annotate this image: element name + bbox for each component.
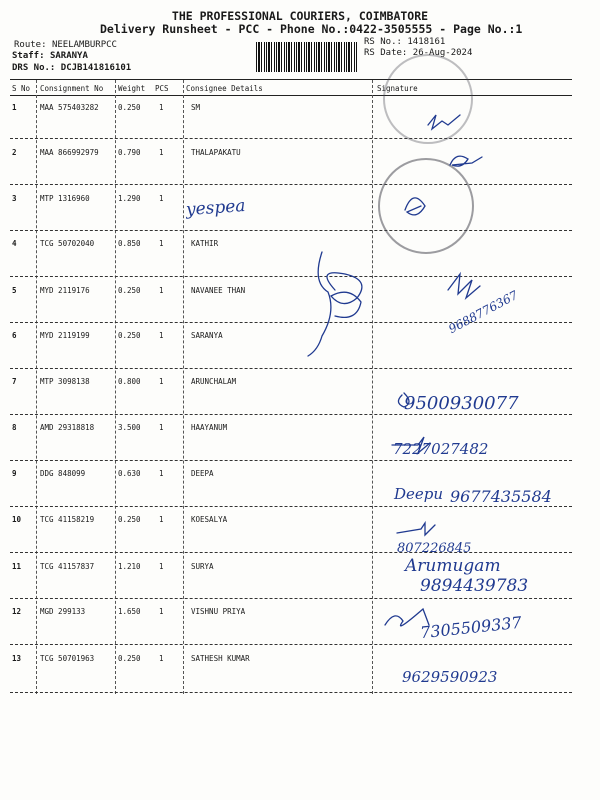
staff-value: SARANYA xyxy=(49,51,88,61)
row-consignment: MGD 299133 xyxy=(40,607,86,616)
rs-no-value: 1418161 xyxy=(407,37,446,47)
handwritten-name-row11: Arumugam xyxy=(405,556,501,576)
row-sno: 7 xyxy=(12,377,17,386)
runsheet-title: Delivery Runsheet - PCC - Phone No.:0422-3505555 - Page No.:1 xyxy=(100,22,523,36)
row-consignment: MTP 1316960 xyxy=(40,194,90,203)
row-sno: 3 xyxy=(12,194,17,203)
row-consignee: ARUNCHALAM xyxy=(191,377,237,386)
rs-date-value: 26-Aug-2024 xyxy=(412,48,473,58)
row-consignee: HAAYANUM xyxy=(191,423,228,432)
row-weight: 1.650 xyxy=(118,607,141,616)
row-pcs: 1 xyxy=(159,103,164,112)
row-pcs: 1 xyxy=(159,515,164,524)
row-pcs: 1 xyxy=(159,286,164,295)
company-title: THE PROFESSIONAL COURIERS, COIMBATORE xyxy=(171,9,429,23)
row-weight: 3.500 xyxy=(118,423,141,432)
row-pcs: 1 xyxy=(159,331,164,340)
row-consignee: KATHIR xyxy=(191,239,219,248)
col-header-signature: Signature xyxy=(377,84,418,93)
row-consignment: TCG 50701963 xyxy=(40,654,95,663)
row-consignment: TCG 41157837 xyxy=(40,562,95,571)
row-sno: 9 xyxy=(12,469,17,478)
row-pcs: 1 xyxy=(159,654,164,663)
col-header-pcs: PCS xyxy=(155,84,169,93)
row-pcs: 1 xyxy=(159,423,164,432)
row-consignment: TCG 41158219 xyxy=(40,515,95,524)
col-header-sno: S No xyxy=(12,84,31,93)
signature-row10 xyxy=(397,523,435,535)
staff-label: Staff: xyxy=(12,51,45,61)
row-weight: 0.250 xyxy=(118,515,141,524)
row-consignee: DEEPA xyxy=(191,469,214,478)
row-consignee: THALAPAKATU xyxy=(191,148,241,157)
row-weight: 0.250 xyxy=(118,286,141,295)
col-header-consignment: Consignment No xyxy=(40,84,104,93)
handwritten-phone-row10: 807226845 xyxy=(397,541,472,556)
row-consignment: MYD 2119176 xyxy=(40,286,90,295)
route-label: Route: xyxy=(14,40,47,50)
signature-row2 xyxy=(450,156,482,166)
row-weight: 0.250 xyxy=(118,654,141,663)
row-consignee: SARANYA xyxy=(191,331,223,340)
row-sno: 13 xyxy=(12,654,22,663)
row-consignment: DDG 848099 xyxy=(40,469,86,478)
row-pcs: 1 xyxy=(159,607,164,616)
row-sno: 8 xyxy=(12,423,17,432)
row-sno: 6 xyxy=(12,331,17,340)
signature-row5b xyxy=(448,274,480,298)
handwritten-name-row3: yespea xyxy=(185,195,247,221)
row-pcs: 1 xyxy=(159,194,164,203)
row-consignee: KOESALYA xyxy=(191,515,228,524)
handwritten-phone-row7: 9500930077 xyxy=(404,393,519,414)
row-sno: 4 xyxy=(12,239,17,248)
route-value: NEELAMBURPCC xyxy=(51,40,117,50)
row-pcs: 1 xyxy=(159,377,164,386)
row-consignee: VISHNU PRIYA xyxy=(191,607,246,616)
col-header-weight: Weight xyxy=(118,84,146,93)
drs-label: DRS No.: xyxy=(12,63,56,73)
handwritten-phone-row12: 7305509337 xyxy=(419,612,523,643)
row-weight: 0.790 xyxy=(118,148,141,157)
row-consignment: MYD 2119199 xyxy=(40,331,90,340)
row-consignment: MTP 3098138 xyxy=(40,377,90,386)
row-consignee: NAVANEE THAN xyxy=(191,286,246,295)
row-weight: 0.250 xyxy=(118,331,141,340)
row-weight: 1.210 xyxy=(118,562,141,571)
handwritten-phone-row11: 9894439783 xyxy=(420,576,529,596)
handwritten-phone-row9: 9677435584 xyxy=(450,487,552,506)
drs-value: DCJB141816101 xyxy=(60,63,132,73)
row-sno: 12 xyxy=(12,607,22,616)
handwritten-phone-row8: 7227027482 xyxy=(393,440,489,458)
signature-row3 xyxy=(405,198,425,215)
rs-no-label: RS No.: xyxy=(364,37,402,47)
row-pcs: 1 xyxy=(159,148,164,157)
row-pcs: 1 xyxy=(159,469,164,478)
handwritten-phone-row13: 9629590923 xyxy=(402,668,498,686)
row-sno: 2 xyxy=(12,148,17,157)
row-consignment: MAA 866992979 xyxy=(40,148,99,157)
row-sno: 1 xyxy=(12,103,17,112)
row-consignee: SM xyxy=(191,103,201,112)
signature-row5 xyxy=(327,273,362,318)
row-consignee: SATHESH KUMAR xyxy=(191,654,250,663)
row-weight: 0.250 xyxy=(118,103,141,112)
row-sno: 10 xyxy=(12,515,22,524)
row-weight: 0.630 xyxy=(118,469,141,478)
row-pcs: 1 xyxy=(159,239,164,248)
row-weight: 0.850 xyxy=(118,239,141,248)
row-consignment: TCG 50702040 xyxy=(40,239,95,248)
row-weight: 0.800 xyxy=(118,377,141,386)
row-weight: 1.290 xyxy=(118,194,141,203)
col-header-consignee: Consignee Details xyxy=(186,84,263,93)
row-consignment: MAA 575403282 xyxy=(40,103,99,112)
row-sno: 5 xyxy=(12,286,17,295)
row-pcs: 1 xyxy=(159,562,164,571)
handwritten-sig-row9: Deepu xyxy=(394,485,444,503)
rs-date-label: RS Date: xyxy=(364,48,408,58)
row-consignment: AMD 29318818 xyxy=(40,423,95,432)
row-sno: 11 xyxy=(12,562,22,571)
signature-row1 xyxy=(428,115,460,129)
signature-stroke xyxy=(308,252,331,356)
row-consignee: SURYA xyxy=(191,562,214,571)
handwritten-phone-row6: 9688776367 xyxy=(446,287,521,337)
